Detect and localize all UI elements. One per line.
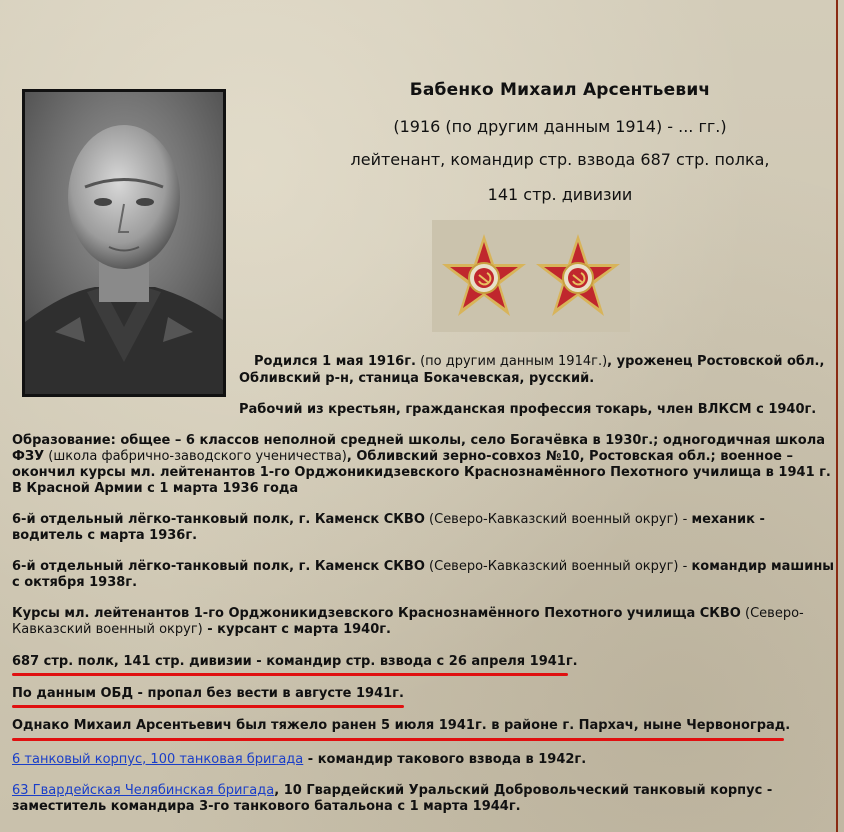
- bio-education-line4: В Красной Армии с 1 марта 1936 года: [12, 481, 299, 496]
- tank-corps-link[interactable]: 6 танковый корпус, 100 танковая бригада: [12, 752, 304, 767]
- order-of-patriotic-war-icon: [536, 234, 620, 316]
- guard-brigade-link[interactable]: 63 Гвардейская Челябинская бригада: [12, 783, 275, 798]
- bio-worker: Рабочий из крестьян, гражданская профессия токарь, член ВЛКСМ с 1940г.: [239, 402, 817, 417]
- bio-born-line2: Обливский р-н, станица Бокачевская, русский.: [239, 371, 595, 386]
- service-entry-3-line2: [12, 622, 391, 638]
- red-underline: [12, 705, 404, 708]
- edu-fzu-note: (школа фабрично-заводского ученичества): [44, 449, 347, 464]
- obd-status: По данным ОБД - пропал без вести в августе 1941г.: [12, 686, 404, 701]
- svc3-role: - курсант с марта 1940г.: [202, 622, 391, 637]
- svc3-district-end: Кавказский военный округ): [12, 622, 203, 637]
- red-underline: [12, 738, 784, 741]
- service-entry-3: [12, 606, 804, 622]
- service-entry-1-line2: водитель с марта 1936г.: [12, 528, 198, 543]
- bio-education-line2: [12, 449, 793, 465]
- svc2-role: командир машины: [691, 559, 835, 574]
- person-division: 141 стр. дивизии: [487, 185, 633, 204]
- person-rank: лейтенант, командир стр. взвода 687 стр. полка,: [350, 150, 770, 169]
- bio-education-line1: Образование: общее – 6 классов неполной средней школы, село Богачёвка в 1930г.; одногодичная школа: [12, 433, 825, 448]
- guard-brigade-entry: [12, 783, 772, 799]
- bio-born-line1: [254, 354, 824, 370]
- page-right-border: [836, 0, 838, 832]
- order-of-patriotic-war-icon: [442, 234, 526, 316]
- tank-corps-entry: [12, 752, 586, 768]
- svc1-unit: 6-й отдельный лёгко-танковый полк, г. Каменск СКВО: [12, 512, 425, 527]
- red-underline: [12, 673, 568, 676]
- svc2-district: (Северо-Кавказский военный округ) -: [424, 559, 692, 574]
- portrait-photo: [22, 89, 226, 397]
- service-entry-2: [12, 559, 834, 575]
- service-entry-4: 687 стр. полк, 141 стр. дивизии - командир стр. взвода с 26 апреля 1941г.: [12, 654, 578, 669]
- wounded-note: Однако Михаил Арсентьевич был тяжело ранен 5 июля 1941г. в районе г. Пархач, ныне Червоноград.: [12, 718, 791, 733]
- born-place: , уроженец Ростовской обл.,: [607, 354, 825, 369]
- guard-corps: , 10 Гвардейский Уральский Добровольческий танковый корпус -: [274, 783, 773, 798]
- born-alt: (по другим данным 1914г.): [415, 354, 608, 369]
- tank-corps-role: - командир такового взвода в 1942г.: [303, 752, 587, 767]
- orders-image: [432, 220, 630, 332]
- service-entry-2-line2: с октября 1938г.: [12, 575, 138, 590]
- guard-brigade-line2: заместитель командира 3-го танкового батальона с 1 марта 1944г.: [12, 799, 521, 814]
- svc1-district: (Северо-Кавказский военный округ) -: [424, 512, 692, 527]
- edu-sovkhoz: , Обливский зерно-совхоз №10, Ростовская обл.; военное –: [346, 449, 793, 464]
- person-years: (1916 (по другим данным 1914) - ... гг.): [393, 117, 727, 136]
- svc3-unit: Курсы мл. лейтенантов 1-го Орджоникидзевского Краснознамённого Пехотного училища СКВО: [12, 606, 741, 621]
- edu-fzu: ФЗУ: [12, 449, 45, 464]
- born-date: Родился 1 мая 1916г.: [254, 354, 416, 369]
- person-name: Бабенко Михаил Арсентьевич: [409, 80, 711, 100]
- svc2-unit: 6-й отдельный лёгко-танковый полк, г. Каменск СКВО: [12, 559, 425, 574]
- service-entry-1: [12, 512, 765, 528]
- bio-education-line3: окончил курсы мл. лейтенантов 1-го Орджоникидзевского Краснознамённого Пехотного училища в 1941 г.: [12, 465, 831, 480]
- svc3-district-start: (Северо-: [740, 606, 804, 621]
- svc1-role: механик -: [691, 512, 765, 527]
